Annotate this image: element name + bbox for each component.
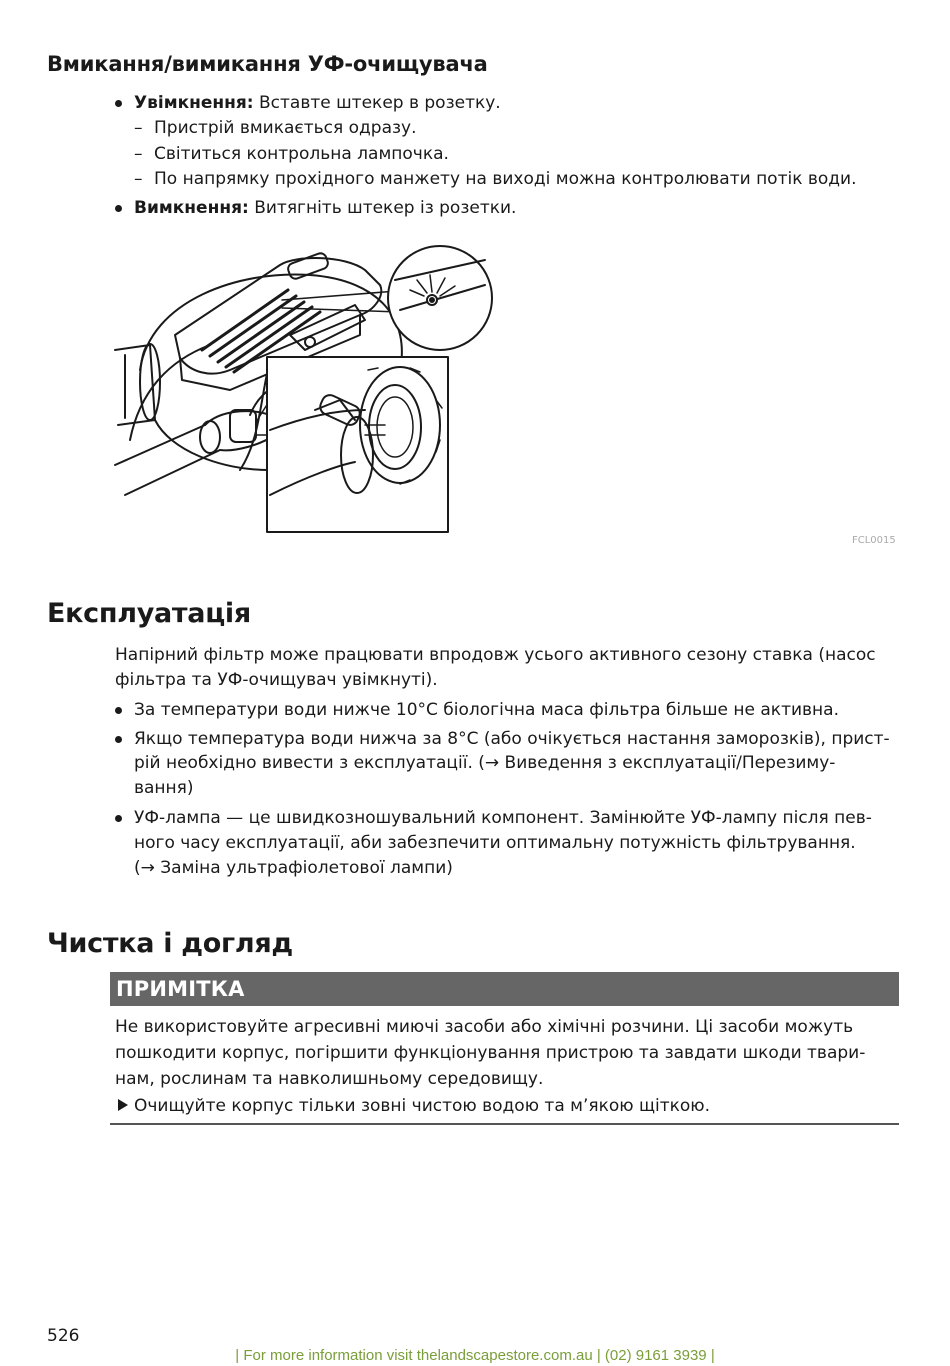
footer-info-link[interactable]: | For more information visit thelandscapestore.com.au | (02) 9161 3939 | <box>235 1347 715 1364</box>
note-text-line-2: пошкодити корпус, погіршити функціонування пристрою та завдати шкоди твари- <box>115 1043 866 1063</box>
switch-off-text: Витягніть штекер із розетки. <box>248 198 517 218</box>
operation-bullet-2-line-2: рій необхідно вивести з експлуатації. (→ Виведення з експлуатації/Перезиму- <box>134 753 836 773</box>
section-title-uv-switch: Вмикання/вимикання УФ-очищувача <box>47 52 488 76</box>
operation-bullet-3-line-3: (→ Заміна ультрафіолетової лампи) <box>134 858 453 878</box>
dash-marker: – <box>134 169 143 189</box>
operation-intro-line-1: Напірний фільтр може працювати впродовж усього активного сезону ставка (насос <box>115 645 876 665</box>
switch-on-label: Увімкнення: <box>134 93 254 113</box>
note-text-line-3: нам, рослинам та навколишньому середовищу. <box>115 1069 544 1089</box>
note-bottom-rule <box>110 1123 899 1125</box>
operation-bullet-1: За температури води нижче 10°C біологічна маса фільтра більше не активна. <box>134 700 839 720</box>
switch-on-sub-1: Пристрій вмикається одразу. <box>154 118 417 138</box>
operation-bullet-2-line-1: Якщо температура води нижча за 8°C (або очікується настання заморозків), прист- <box>134 729 890 749</box>
operation-bullet-3-line-2: ного часу експлуатації, аби забезпечити оптимальну потужність фільтрування. <box>134 833 856 853</box>
switch-on-sub-3: По напрямку прохідного манжету на виході можна контролювати потік води. <box>154 169 857 189</box>
note-heading: ПРИМІТКА <box>116 977 245 1001</box>
figure-code: FCL0015 <box>852 535 896 546</box>
switch-on-sub-2: Світиться контрольна лампочка. <box>154 144 449 164</box>
section-title-cleaning: Чистка і догляд <box>47 928 293 959</box>
operation-bullet-2-line-3: вання) <box>134 778 194 798</box>
note-text-line-1: Не використовуйте агресивні миючі засоби або хімічні розчини. Ці засоби можуть <box>115 1017 854 1037</box>
bullet-switch-on <box>134 91 501 115</box>
bullet-switch-off <box>134 196 516 220</box>
page-number: 526 <box>47 1326 80 1346</box>
note-header-bar <box>110 972 899 1006</box>
dash-marker: – <box>134 144 143 164</box>
operation-bullet-3-line-1: УФ-лампа — це швидкозношувальний компонент. Замінюйте УФ-лампу після пев- <box>134 808 872 828</box>
action-arrow-icon <box>118 1099 128 1111</box>
dash-marker: – <box>134 118 143 138</box>
switch-off-label: Вимкнення: <box>134 198 249 218</box>
note-action: Очищуйте корпус тільки зовні чистою водою та м’якою щіткою. <box>134 1096 711 1116</box>
switch-on-text: Вставте штекер в розетку. <box>253 93 501 113</box>
uv-clarifier-illustration <box>110 240 510 535</box>
operation-intro-line-2: фільтра та УФ-очищувач увімкнуті). <box>115 670 438 690</box>
section-title-operation: Експлуатація <box>47 598 251 629</box>
